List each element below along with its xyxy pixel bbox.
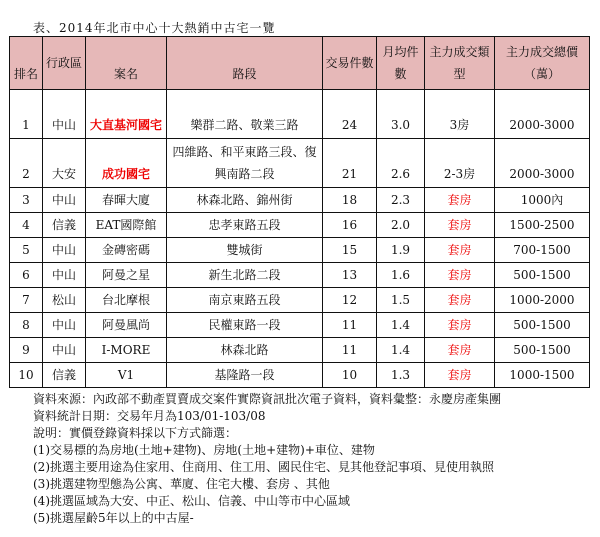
cell-district: 松山	[43, 288, 86, 313]
cell-type: 套房	[425, 238, 495, 263]
table-row	[10, 363, 590, 388]
cell-road: 雙城街	[167, 238, 323, 263]
cell-price: 1000內	[495, 188, 590, 213]
cell-monthly: 1.6	[377, 263, 425, 288]
cell-monthly: 1.5	[377, 288, 425, 313]
header-rank: 排名	[10, 37, 43, 90]
cell-district: 中山	[43, 90, 86, 139]
header-type: 主力成交類型	[425, 37, 495, 90]
cell-rank: 3	[10, 188, 43, 213]
cell-district: 中山	[43, 338, 86, 363]
cell-name: 大直基河國宅	[86, 90, 167, 139]
header-count: 交易件數	[323, 37, 377, 90]
cell-district: 中山	[43, 263, 86, 288]
cell-district: 中山	[43, 188, 86, 213]
header-monthly: 月均件數	[377, 37, 425, 90]
cell-road: 四維路、和平東路三段、復興南路二段	[167, 139, 323, 188]
note-line: 說明：實價登錄資料採以下方式篩選：	[33, 426, 238, 440]
table-row	[10, 338, 590, 363]
cell-type: 套房	[425, 263, 495, 288]
cell-monthly: 1.9	[377, 238, 425, 263]
cell-rank: 6	[10, 263, 43, 288]
header-district: 行政區	[43, 37, 86, 90]
cell-name: 阿曼風尚	[86, 313, 167, 338]
cell-type: 套房	[425, 188, 495, 213]
cell-name: 阿曼之星	[86, 263, 167, 288]
cell-monthly: 3.0	[377, 90, 425, 139]
cell-district: 中山	[43, 313, 86, 338]
table-title: 表、2014年北市中心十大熱銷中古宅一覽	[33, 21, 276, 35]
cell-rank: 8	[10, 313, 43, 338]
cell-count: 15	[323, 238, 377, 263]
cell-count: 11	[323, 338, 377, 363]
table-row	[10, 263, 590, 288]
cell-district: 信義	[43, 363, 86, 388]
cell-road: 樂群二路、敬業三路	[167, 90, 323, 139]
cell-rank: 9	[10, 338, 43, 363]
cell-monthly: 2.6	[377, 139, 425, 188]
cell-name: 金磚密碼	[86, 238, 167, 263]
cell-price: 500-1500	[495, 313, 590, 338]
cell-name: 春暉大廈	[86, 188, 167, 213]
cell-monthly: 2.3	[377, 188, 425, 213]
note-line: 資料統計日期：交易年月為103/01-103/08	[33, 409, 266, 423]
cell-count: 12	[323, 288, 377, 313]
top10-table	[9, 36, 590, 388]
cell-count: 10	[323, 363, 377, 388]
cell-district: 中山	[43, 238, 86, 263]
cell-count: 16	[323, 213, 377, 238]
cell-name: 成功國宅	[86, 139, 167, 188]
table-row	[10, 238, 590, 263]
note-line: (5)挑選屋齡5年以上的中古屋-	[33, 511, 194, 525]
table-row	[10, 288, 590, 313]
note-line: (2)挑選主要用途為住家用、住商用、住工用、國民住宅、見其他登記事項、見使用執照	[33, 460, 495, 474]
cell-type: 套房	[425, 338, 495, 363]
cell-rank: 7	[10, 288, 43, 313]
cell-road: 新生北路二段	[167, 263, 323, 288]
cell-price: 1000-2000	[495, 288, 590, 313]
header-price: 主力成交總價（萬）	[495, 37, 590, 90]
cell-road: 南京東路五段	[167, 288, 323, 313]
cell-name: EAT國際館	[86, 213, 167, 238]
cell-road: 林森北路、錦州街	[167, 188, 323, 213]
note-line: (1)交易標的為房地(土地+建物)、房地(土地+建物)+車位、建物	[33, 443, 375, 457]
cell-type: 3房	[425, 90, 495, 139]
header-road: 路段	[167, 37, 323, 90]
table-row	[10, 188, 590, 213]
cell-rank: 2	[10, 139, 43, 188]
cell-count: 24	[323, 90, 377, 139]
cell-monthly: 1.4	[377, 313, 425, 338]
cell-count: 21	[323, 139, 377, 188]
cell-road: 忠孝東路五段	[167, 213, 323, 238]
cell-road: 基隆路一段	[167, 363, 323, 388]
table-row	[10, 90, 590, 139]
cell-type: 套房	[425, 288, 495, 313]
cell-count: 11	[323, 313, 377, 338]
table-row	[10, 213, 590, 238]
cell-price: 2000-3000	[495, 90, 590, 139]
cell-price: 1500-2500	[495, 213, 590, 238]
note-line: (4)挑選區域為大安、中正、松山、信義、中山等市中心區域	[33, 494, 351, 508]
cell-price: 1000-1500	[495, 363, 590, 388]
cell-rank: 10	[10, 363, 43, 388]
cell-name: 台北摩根	[86, 288, 167, 313]
cell-monthly: 1.3	[377, 363, 425, 388]
note-line: (3)挑選建物型態為公寓、華廈、住宅大樓、套房 、其他	[33, 477, 330, 491]
cell-type: 套房	[425, 313, 495, 338]
table-row	[10, 139, 590, 188]
cell-price: 700-1500	[495, 238, 590, 263]
cell-price: 2000-3000	[495, 139, 590, 188]
cell-type: 套房	[425, 363, 495, 388]
cell-name: I-MORE	[86, 338, 167, 363]
cell-price: 500-1500	[495, 263, 590, 288]
notes	[33, 391, 593, 527]
cell-rank: 4	[10, 213, 43, 238]
header-name: 案名	[86, 37, 167, 90]
cell-district: 大安	[43, 139, 86, 188]
cell-rank: 5	[10, 238, 43, 263]
cell-road: 民權東路一段	[167, 313, 323, 338]
cell-district: 信義	[43, 213, 86, 238]
cell-type: 2-3房	[425, 139, 495, 188]
note-line: 資料來源：內政部不動產買賣成交案件實際資訊批次電子資料，資料彙整：永慶房產集團	[33, 392, 502, 406]
cell-price: 500-1500	[495, 338, 590, 363]
cell-rank: 1	[10, 90, 43, 139]
cell-count: 13	[323, 263, 377, 288]
cell-type: 套房	[425, 213, 495, 238]
cell-monthly: 2.0	[377, 213, 425, 238]
cell-road: 林森北路	[167, 338, 323, 363]
table-row	[10, 313, 590, 338]
cell-count: 18	[323, 188, 377, 213]
cell-monthly: 1.4	[377, 338, 425, 363]
cell-name: V1	[86, 363, 167, 388]
